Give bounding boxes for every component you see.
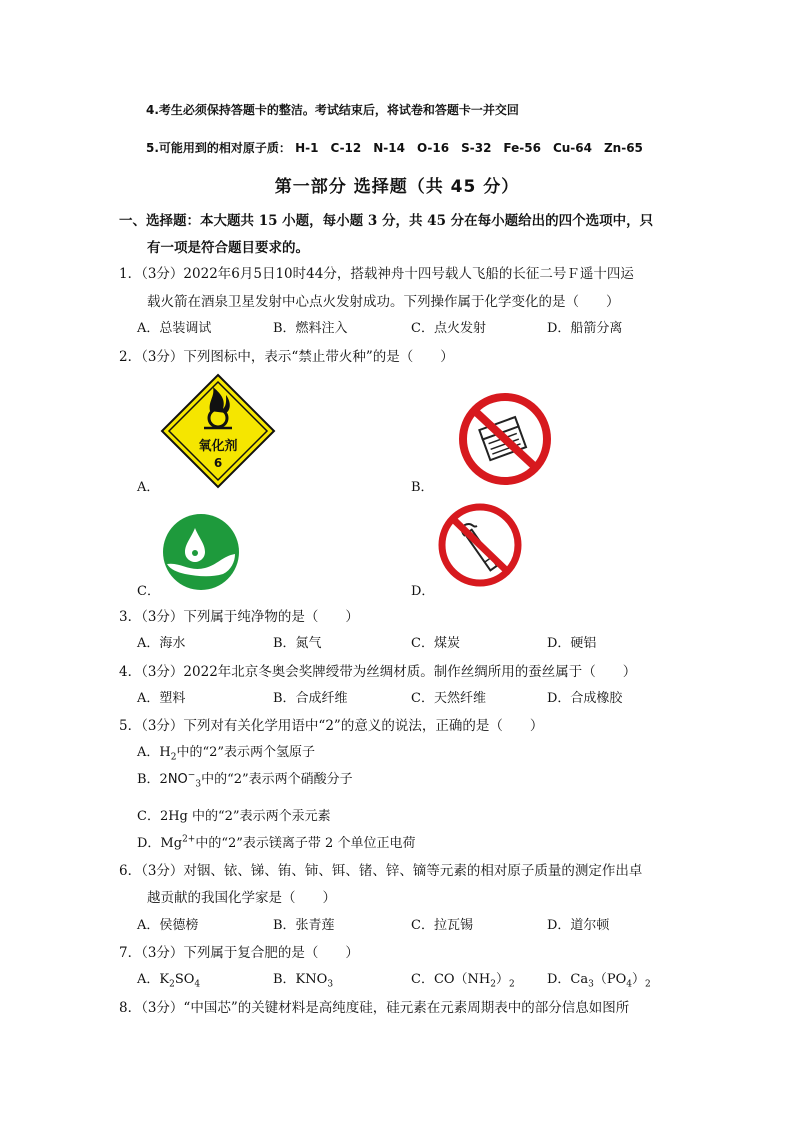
q3-option-c[interactable]: C．煤炭: [411, 636, 460, 651]
q4-option-d[interactable]: D．合成橡胶: [547, 691, 623, 706]
q1-option-d[interactable]: D．船箭分离: [547, 321, 623, 336]
q3-option-d[interactable]: D．硬铝: [547, 636, 597, 651]
q7-option-b[interactable]: [273, 968, 333, 990]
q7-a-s1: 2: [169, 979, 175, 990]
q5-option-d[interactable]: [137, 832, 415, 851]
q6-option-b[interactable]: B．张青莲: [273, 918, 335, 933]
q7-d-s2: 4: [626, 979, 632, 990]
part-title: 第一部分 选择题（共 45 分）: [274, 177, 520, 197]
q1-option-a[interactable]: A．总装调试: [137, 321, 212, 336]
note-5-label: 5.可能用到的相对原子质：: [146, 141, 291, 155]
atomic-mass-item: S-32: [461, 141, 492, 155]
q5-option-b[interactable]: [137, 768, 353, 790]
atomic-mass-item: H-1: [295, 141, 319, 155]
q5-d-sup: 2+: [182, 834, 196, 845]
q7-a-pre: A．K: [137, 972, 170, 987]
q1-line1: 1．（3分）2022年6月5日10时44分，搭载神舟十四号载人飞船的长征二号Ｆ遥十四运: [119, 266, 634, 282]
sign-a-number: 6: [213, 456, 223, 470]
q7-d-mid: （PO: [593, 972, 627, 987]
q7-c-mid: ）: [496, 972, 510, 987]
q3-option-a[interactable]: A．海水: [137, 636, 186, 651]
oxidizer-hazard-sign-icon: [160, 373, 276, 489]
atomic-mass-list: [295, 141, 655, 155]
q2-option-a[interactable]: A．: [137, 480, 160, 495]
q6-option-d[interactable]: D．道尔顿: [547, 918, 610, 933]
atomic-mass-item: C-12: [330, 141, 362, 155]
q2-line1: 2．（3分）下列图标中，表示“禁止带火种”的是（ ）: [119, 349, 454, 365]
q6-line2: 越贡献的我国化学家是（ ）: [147, 890, 336, 906]
q5-a-post: 中的“2”表示两个氢原子: [176, 745, 316, 760]
q1-option-c[interactable]: C．点火发射: [411, 321, 486, 336]
q7-option-c[interactable]: [411, 968, 515, 990]
q4-option-c[interactable]: C．天然纤维: [411, 691, 486, 706]
q5-b-ion-sub: 3: [195, 779, 202, 790]
q5-option-a[interactable]: [137, 741, 315, 763]
sign-a-label: 氧化剂: [198, 439, 238, 454]
q7-d-pre: D．Ca: [547, 972, 589, 987]
water-saving-sign-icon: [161, 512, 241, 592]
q7-d-s1: 3: [588, 979, 594, 990]
q7-d-s3: 2: [645, 979, 651, 990]
atomic-mass-item: Fe-56: [503, 141, 541, 155]
q7-a-s2: 4: [194, 979, 201, 990]
q7-c-s2: 2: [509, 979, 515, 990]
q4-option-b[interactable]: B．合成纤维: [273, 691, 348, 706]
section-intro-line1: 一、选择题：本大题共 15 小题，每小题 3 分，共 45 分在每小题给出的四个选项中，只: [119, 213, 654, 229]
q2-option-d[interactable]: D．: [411, 584, 435, 599]
q5-b-ion-sup: −: [187, 770, 196, 781]
q5-b-post: 中的“2”表示两个硝酸分子: [201, 772, 353, 787]
q7-c-s1: 2: [490, 979, 496, 990]
q7-b-pre: B．KNO: [273, 972, 328, 987]
q4-line1: 4．（3分）2022年北京冬奥会奖牌绶带为丝绸材质。制作丝绸所用的蚕丝属于（ ）: [119, 664, 637, 680]
q1-option-b[interactable]: B．燃料注入: [273, 321, 348, 336]
q5-a-sub: 2: [170, 752, 177, 763]
section-intro-line2: 有一项是符合题目要求的。: [147, 240, 309, 256]
q6-option-a[interactable]: A．侯德榜: [137, 918, 199, 933]
q2-option-b[interactable]: B．: [411, 480, 434, 495]
q7-option-d[interactable]: [547, 968, 651, 990]
no-smoking-sign-icon: [437, 502, 523, 588]
q7-option-a[interactable]: [137, 968, 200, 990]
q5-option-c[interactable]: C．2Hg 中的“2”表示两个汞元素: [137, 809, 331, 824]
atomic-mass-item: N-14: [373, 141, 405, 155]
q3-line1: 3．（3分）下列属于纯净物的是（ ）: [119, 609, 359, 625]
note-4: 4.考生必须保持答题卡的整洁。考试结束后，将试卷和答题卡一并交回: [146, 103, 519, 117]
q8-line1: 8．（3分）“中国芯”的关键材料是高纯度硅，硅元素在元素周期表中的部分信息如图所: [119, 1000, 630, 1016]
q5-d-post: 中的“2”表示镁离子带 2 个单位正电荷: [195, 836, 416, 851]
q6-line1: 6．（3分）对铟、铱、锑、铕、铈、铒、锗、锌、镝等元素的相对原子质量的测定作出卓: [119, 863, 643, 879]
atomic-mass-item: O-16: [416, 141, 450, 155]
q7-c-pre: C．CO（NH: [411, 972, 491, 987]
q7-d-mid2: ）: [632, 972, 646, 987]
q5-b-ion: NO: [167, 772, 188, 787]
q4-option-a[interactable]: A．塑料: [137, 691, 186, 706]
q5-b-pre: B．2: [137, 772, 168, 787]
q5-a-pre: A．H: [137, 745, 171, 760]
q7-b-s1: 3: [327, 979, 334, 990]
q7-line1: 7．（3分）下列属于复合肥的是（ ）: [119, 945, 359, 961]
atomic-mass-item: Zn-65: [603, 141, 643, 155]
q5-d-pre: D．Mg: [137, 836, 183, 851]
q1-line2: 载火箭在酒泉卫星发射中心点火发射成功。下列操作属于化学变化的是（ ）: [147, 294, 620, 310]
atomic-mass-item: Cu-64: [552, 141, 592, 155]
no-matches-sign-icon: [458, 392, 552, 486]
q7-a-mid: SO: [174, 972, 195, 987]
q3-option-b[interactable]: B．氮气: [273, 636, 322, 651]
q5-line1: 5．（3分）下列对有关化学用语中“2”的意义的说法，正确的是（ ）: [119, 718, 544, 734]
note-5: [146, 139, 655, 156]
q2-option-c[interactable]: C．: [137, 584, 160, 599]
q6-option-c[interactable]: C．拉瓦锡: [411, 918, 473, 933]
